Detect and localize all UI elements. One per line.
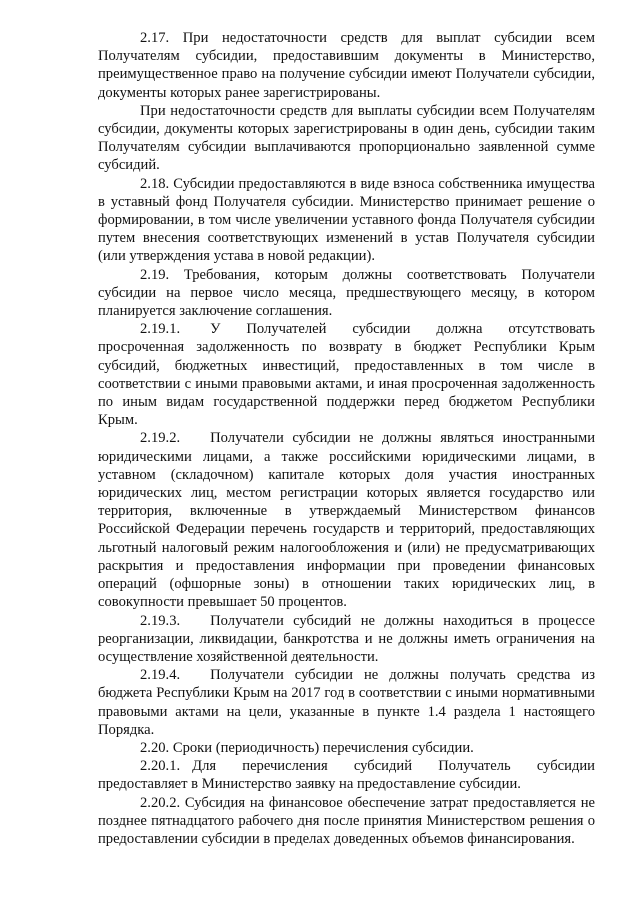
paragraph-2-19	[98, 266, 595, 321]
paragraph-text: При недостаточности средств для выплаты субсидии всем Получателям субсидии, документы которых зарегистрированы в один день, субсидии таким Получателям субсидии выплачиваются пропорционально заявленной сумме субсидий.	[98, 102, 595, 174]
paragraph-number: 2.18.	[140, 175, 170, 192]
paragraph-2-20-2	[98, 794, 595, 849]
paragraph-number: 2.20.1.	[140, 758, 181, 775]
paragraph-number: 2.19.1.	[140, 321, 181, 338]
paragraph-text: Получатели субсидии не должны являться иностранными юридическими лицами, а также российскими юридическими лицами, в уставном (складочном) капитале которых доля участия иностранных юридических лиц, местом регистрации которых является государство или территория, включенные в утверждаемый Министерством финансов Российской Федерации перечень государств и территорий, предоставляющих льготный налоговый режим налогообложения и (или) не предусматривающих раскрытия и предоставления информации при проведении финансовых операций (офшорные зоны) в отношении таких юридических лиц, в совокупности превышает 50 процентов.	[98, 430, 595, 611]
paragraph-2-17	[98, 29, 595, 102]
paragraph-2-19-4	[98, 666, 595, 739]
paragraph-text: Субсидии предоставляются в виде взноса собственника имущества в уставный фонд Получателя субсидии. Министерство принимает решение о формировании, в том числе увеличении уставного фонда Получателя субсидии путем внесения соответствующих изменений в устав Получателя субсидии (или утверждения устава в новой редакции).	[98, 175, 596, 265]
paragraph-number: 2.19.	[140, 266, 170, 283]
paragraph-text: У Получателей субсидии должна отсутствовать просроченная задолженность по возврату в бюджет Республики Крым субсидий, бюджетных инвестиций, предоставленных в том числе в соответствии с иными правовыми актами, и иная просроченная задолженность по иным видам государственной поддержки перед бюджетом Республики Крым.	[98, 321, 595, 429]
paragraph-2-19-1	[98, 320, 595, 429]
document-page	[98, 29, 595, 848]
paragraph-2-19-3	[98, 612, 595, 667]
paragraph-2-18	[98, 175, 595, 266]
paragraph-text: Для перечисления субсидий Получатель субсидии предоставляет в Министерство заявку на предоставление субсидии.	[98, 758, 595, 793]
paragraph-text: Получатели субсидий не должны находиться в процессе реорганизации, ликвидации, банкротства и не должны иметь ограничения на осуществление хозяйственной деятельности.	[98, 612, 595, 665]
paragraph-number: 2.19.4.	[140, 667, 181, 684]
paragraph-2-20	[98, 739, 595, 757]
paragraph-text: Субсидия на финансовое обеспечение затрат предоставляется не позднее пятнадцатого рабочего дня после принятия Министерством решения о предоставлении субсидии в пределах доведенных объемов финансирования.	[98, 794, 595, 847]
paragraph-number: 2.20.2.	[140, 794, 181, 811]
paragraph-number: 2.20.	[140, 739, 170, 756]
paragraph-2-20-1	[98, 757, 595, 793]
paragraph-number: 2.19.3.	[140, 612, 181, 629]
paragraph-2-19-2	[98, 429, 595, 611]
paragraph-number: 2.19.2.	[140, 430, 181, 447]
paragraph-number: 2.17.	[140, 30, 170, 46]
paragraph-text: При недостаточности средств для выплат субсидии всем Получателям субсидии, предоставившим документы в Министерство, преимущественное право на получение субсидии имеют Получатели субсидии, документы которых ранее зарегистрированы.	[98, 30, 595, 101]
paragraph-text: Требования, которым должны соответствовать Получатели субсидии на первое число месяца, предшествующего месяцу, в котором планируется заключение соглашения.	[98, 266, 595, 320]
paragraph-text: Получатели субсидии не должны получать средства из бюджета Республики Крым на 2017 год в соответствии с иными нормативными правовыми актами на цели, указанные в пункте 1.4 раздела 1 настоящего Порядка.	[98, 667, 595, 738]
paragraph-2-17-continued	[98, 102, 595, 175]
paragraph-text: Сроки (периодичность) перечисления субсидии.	[172, 739, 474, 756]
